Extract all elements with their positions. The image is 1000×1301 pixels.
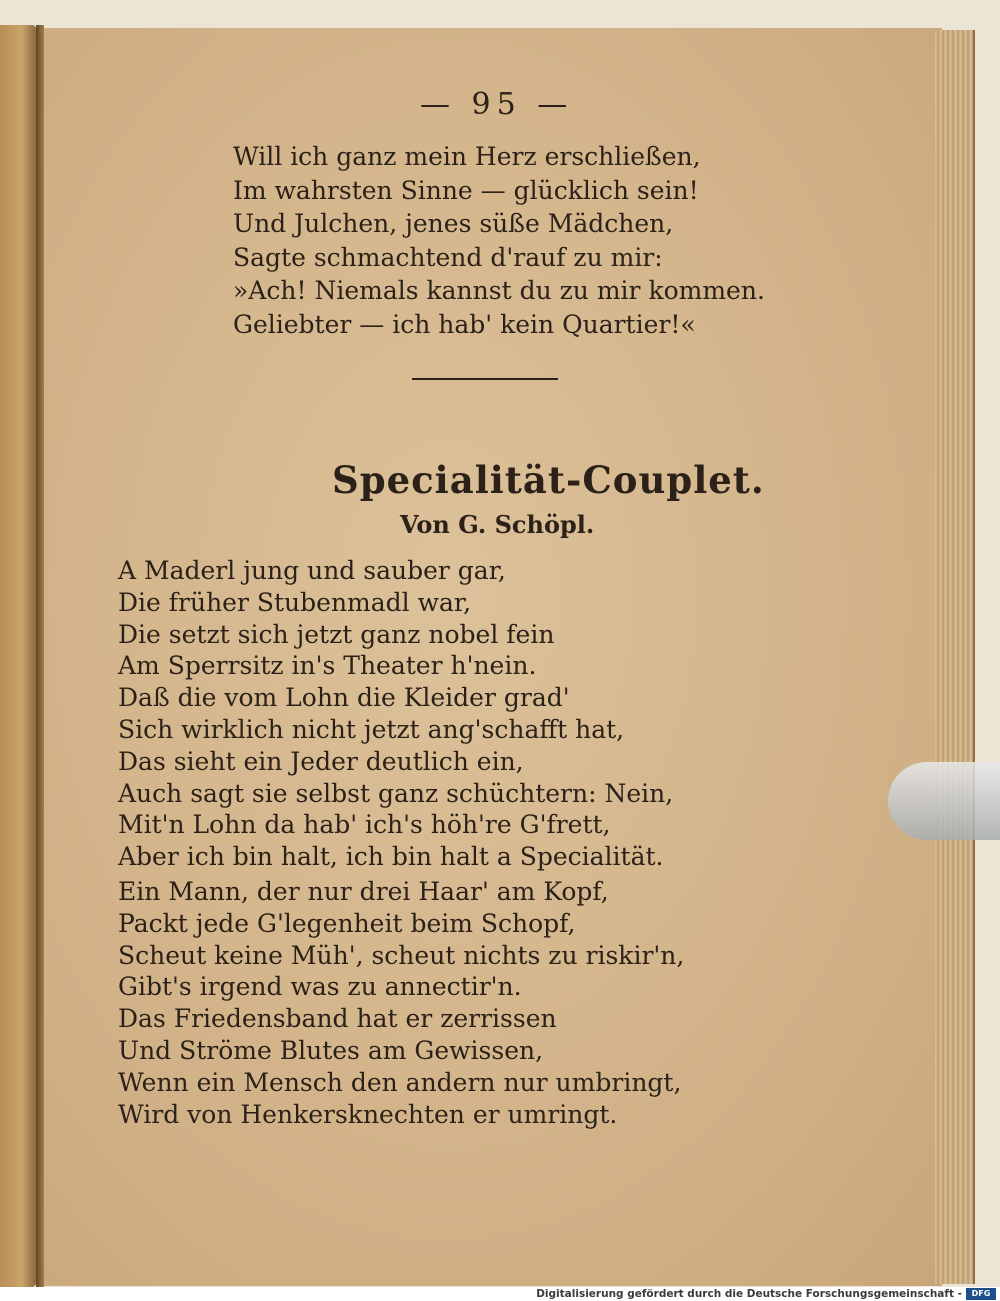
verse-line: Am Sperrsitz in's Theater h'nein.: [118, 651, 537, 681]
verse-line: Die früher Stubenmadl war,: [118, 587, 472, 617]
verse-line: Scheut keine Müh', scheut nichts zu riskir'n,: [118, 940, 685, 970]
verse-line: Mit'n Lohn da hab' ich's höh're G'frett,: [118, 810, 611, 840]
verse-line: Und Julchen, jenes süße Mädchen,: [233, 209, 674, 238]
verse-line: A Maderl jung und sauber gar,: [118, 556, 506, 585]
page-edges: [935, 30, 975, 1284]
section-divider: [412, 378, 558, 380]
verse-line: Das sieht ein Jeder deutlich ein,: [118, 746, 524, 776]
digitization-footer: [0, 1287, 1000, 1301]
funding-credit: Digitalisierung gefördert durch die Deutsche Forschungsgemeinschaft -: [536, 1288, 962, 1300]
verse-continuation: [233, 140, 765, 341]
left-page-edge: [0, 25, 36, 1287]
verse-line: Packt jede G'legenheit beim Schopf,: [118, 908, 576, 938]
page-clip: [888, 762, 1000, 840]
poem-title: Specialität-Couplet.: [332, 458, 765, 502]
verse-line: Daß die vom Lohn die Kleider grad': [118, 683, 570, 713]
verse-line: Will ich ganz mein Herz erschließen,: [233, 142, 701, 171]
page-number: — 95 —: [420, 87, 574, 122]
verse-line: Geliebter — ich hab' kein Quartier!«: [233, 309, 696, 339]
verse-line: »Ach! Niemals kannst du zu mir kommen.: [233, 276, 765, 305]
verse-line: Sagte schmachtend d'rauf zu mir:: [233, 242, 663, 272]
verse-line: Im wahrsten Sinne — glücklich sein!: [233, 175, 699, 205]
verse-line: Wenn ein Mensch den andern nur umbringt,: [118, 1067, 682, 1097]
verse-line: Wird von Henkersknechten er umringt.: [118, 1099, 618, 1129]
stanza-2: [118, 876, 684, 1130]
verse-line: Aber ich bin halt, ich bin halt a Specialität.: [118, 842, 664, 872]
verse-line: Die setzt sich jetzt ganz nobel fein: [118, 619, 555, 649]
verse-line: Gibt's irgend was zu annectir'n.: [118, 972, 522, 1002]
verse-line: Auch sagt sie selbst ganz schüchtern: Nein,: [118, 778, 674, 808]
book-gutter: [36, 25, 44, 1287]
stanza-1: [118, 555, 673, 873]
verse-line: Sich wirklich nicht jetzt ang'schafft hat,: [118, 714, 625, 744]
verse-line: Und Ströme Blutes am Gewissen,: [118, 1035, 544, 1065]
dfg-logo-icon: DFG: [966, 1288, 996, 1300]
poem-author: Von G. Schöpl.: [400, 510, 595, 539]
verse-line: Das Friedensband hat er zerrissen: [118, 1004, 557, 1034]
verse-line: Ein Mann, der nur drei Haar' am Kopf,: [118, 877, 609, 906]
